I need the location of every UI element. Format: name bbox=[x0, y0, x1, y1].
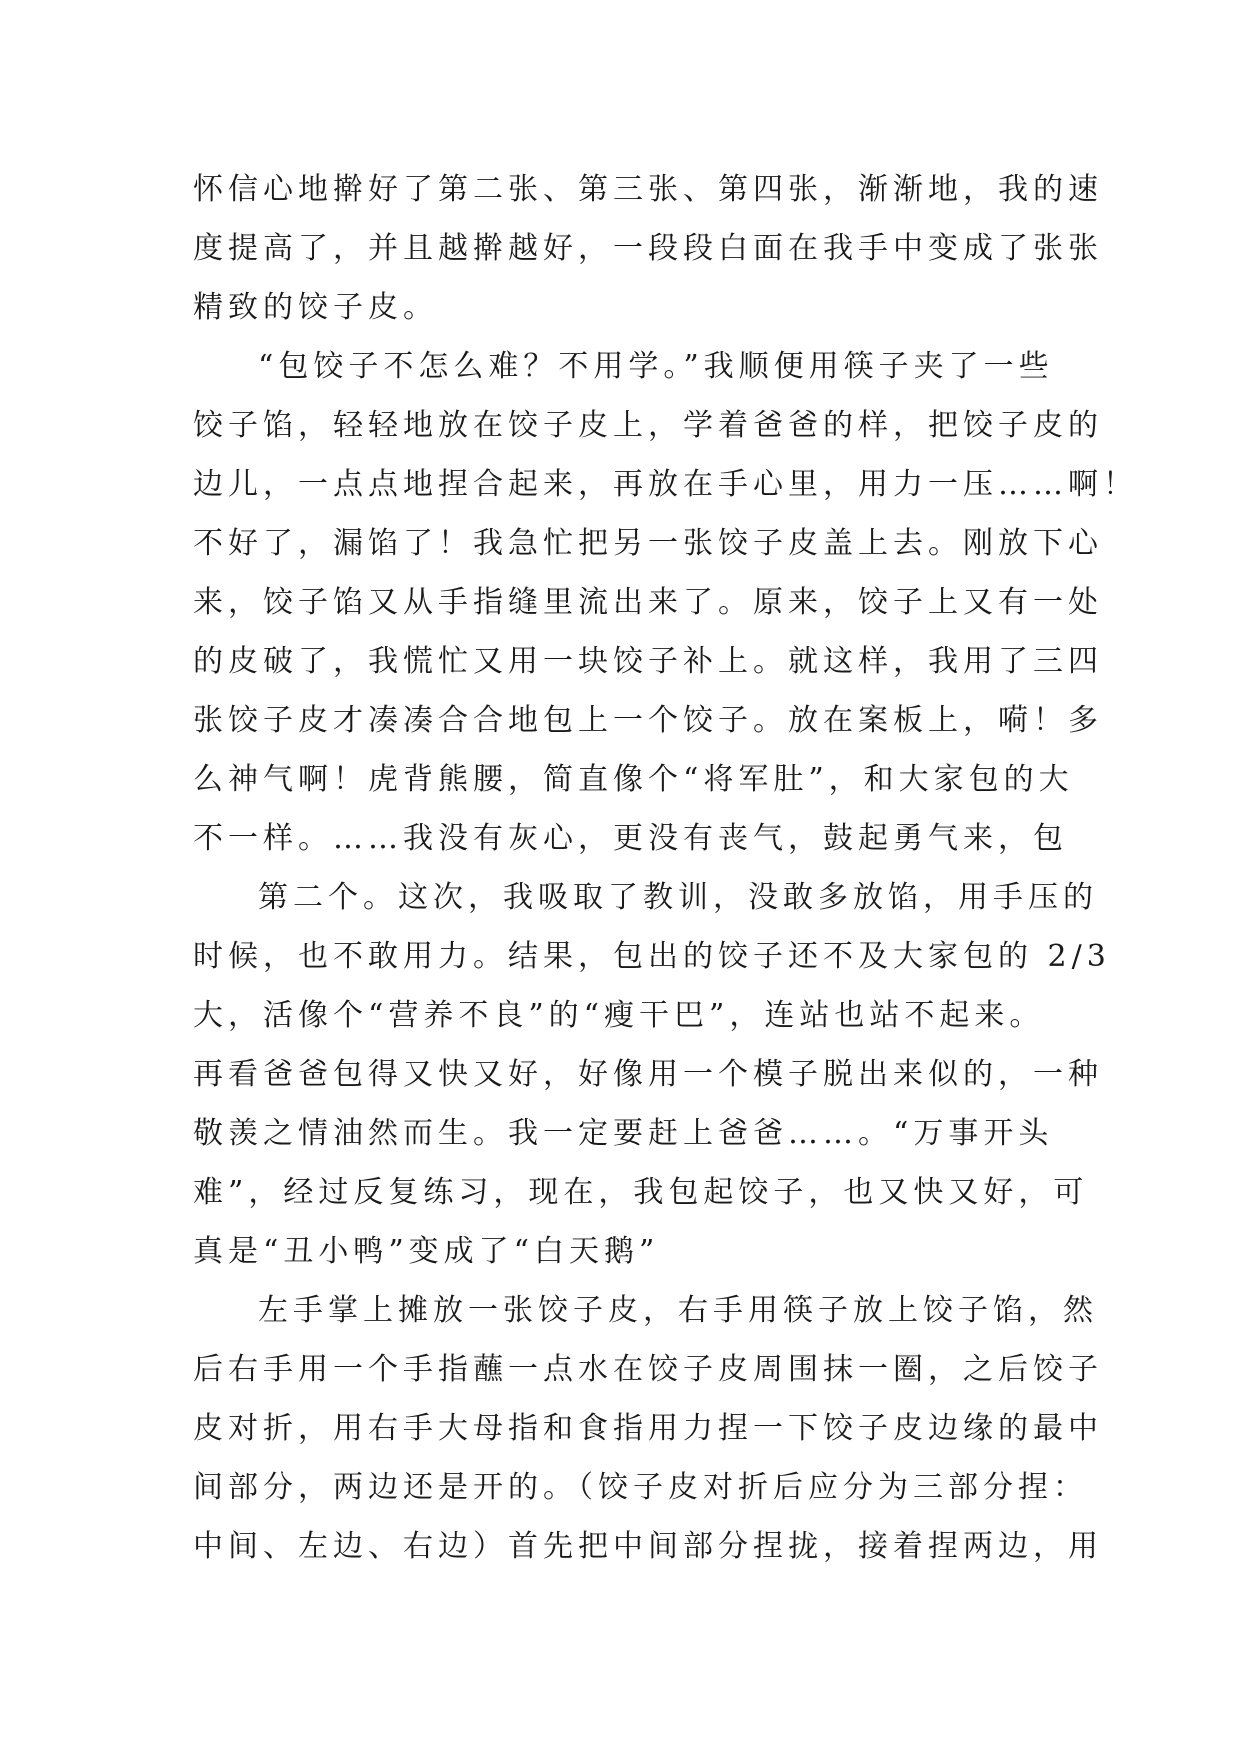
paragraph-2 bbox=[193, 337, 1138, 868]
text-line: 大，活像个“营养不良”的“瘦干巴”，连站也站不起来。 bbox=[193, 998, 1045, 1033]
text-line: 度提高了，并且越擀越好，一段段白面在我手中变成了张张 bbox=[193, 231, 1103, 266]
text-line: 边儿，一点点地捏合起来，再放在手心里，用力一压……啊！ bbox=[193, 467, 1138, 502]
text-line: 第二个。这次，我吸取了教训，没敢多放馅，用手压的 bbox=[258, 880, 1098, 915]
paragraph-3 bbox=[193, 868, 1111, 1281]
text-line: 时候，也不敢用力。结果，包出的饺子还不及大家包的 2/3 bbox=[193, 939, 1111, 974]
text-line: 饺子馅，轻轻地放在饺子皮上，学着爸爸的样，把饺子皮的 bbox=[193, 408, 1103, 443]
text-line: 难”，经过反复练习，现在，我包起饺子，也又快又好，可 bbox=[193, 1175, 1089, 1210]
text-line: 皮对折，用右手大母指和食指用力捏一下饺子皮边缘的最中 bbox=[193, 1411, 1103, 1446]
text-line: 的皮破了，我慌忙又用一块饺子补上。就这样，我用了三四 bbox=[193, 644, 1103, 679]
text-line: 怀信心地擀好了第二张、第三张、第四张，渐渐地，我的速 bbox=[193, 172, 1103, 207]
paragraph-4 bbox=[193, 1281, 1103, 1576]
text-line: 张饺子皮才凑凑合合地包上一个饺子。放在案板上，嗬！多 bbox=[193, 703, 1103, 738]
text-line: 来，饺子馅又从手指缝里流出来了。原来，饺子上又有一处 bbox=[193, 585, 1103, 620]
text-line: 真是“丑小鸭”变成了“白天鹅” bbox=[193, 1234, 660, 1269]
text-line: 间部分，两边还是开的。（饺子皮对折后应分为三部分捏： bbox=[193, 1470, 1088, 1505]
text-line: 精致的饺子皮。 bbox=[193, 290, 438, 325]
paragraph-1 bbox=[193, 160, 1103, 337]
text-line: 中间、左边、右边）首先把中间部分捏拢，接着捏两边，用 bbox=[193, 1529, 1103, 1564]
text-line: 敬羡之情油然而生。我一定要赶上爸爸……。“万事开头 bbox=[193, 1116, 1054, 1151]
text-line: 后右手用一个手指蘸一点水在饺子皮周围抹一圈，之后饺子 bbox=[193, 1352, 1103, 1387]
text-line: “包饺子不怎么难？不用学。”我顺便用筷子夹了一些 bbox=[258, 349, 1054, 384]
text-line: 么神气啊！虎背熊腰，简直像个“将军肚”，和大家包的大 bbox=[193, 762, 1074, 797]
text-line: 不一样。……我没有灰心，更没有丧气，鼓起勇气来，包 bbox=[193, 821, 1068, 856]
text-line: 不好了，漏馅了！我急忙把另一张饺子皮盖上去。刚放下心 bbox=[193, 526, 1103, 561]
text-line: 再看爸爸包得又快又好，好像用一个模子脱出来似的，一种 bbox=[193, 1057, 1103, 1092]
document-body bbox=[193, 160, 1138, 1576]
text-line: 左手掌上摊放一张饺子皮，右手用筷子放上饺子馅，然 bbox=[258, 1293, 1098, 1328]
